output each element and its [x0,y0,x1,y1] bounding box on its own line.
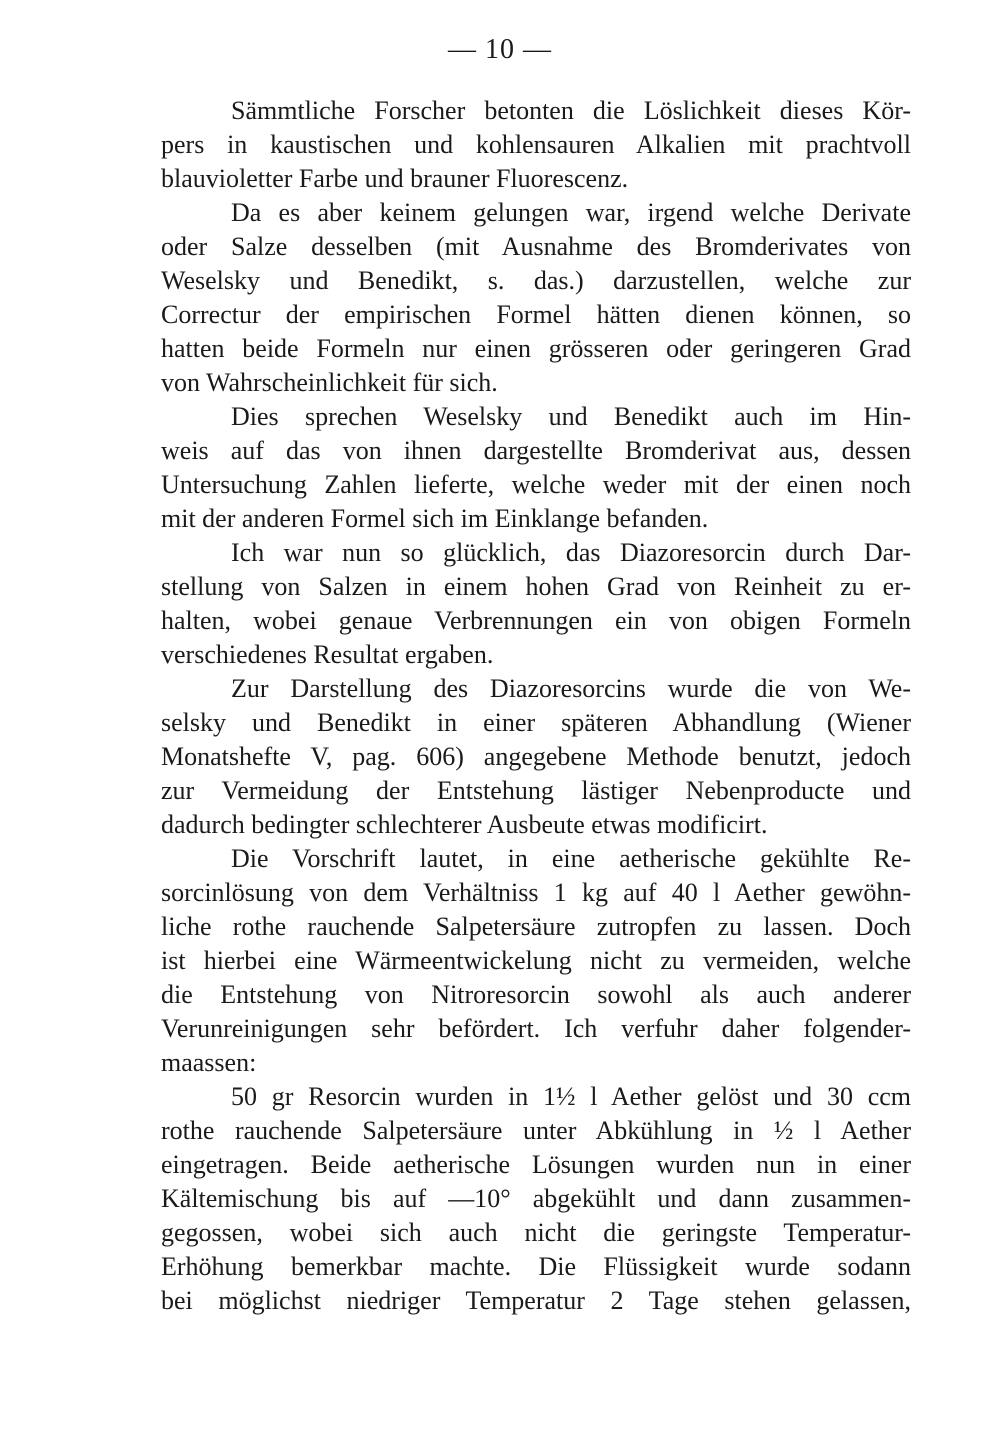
text-line: Verunreinigungen sehr befördert. Ich verfuhr daher folgender- [161,1014,911,1043]
text-line: pers in kaustischen und kohlensauren Alkalien mit prachtvoll [161,130,911,159]
text-line: mit der anderen Formel sich im Einklange befanden. [161,504,709,533]
text-line: ist hierbei eine Wärmeentwickelung nicht zu vermeiden, welche [161,946,911,975]
text-line: Weselsky und Benedikt, s. das.) darzustellen, welche zur [161,266,911,295]
text-line: von Wahrscheinlichkeit für sich. [161,368,498,397]
paragraph-7 [161,1080,911,1318]
text-line: Zur Darstellung des Diazoresorcins wurde die von We- [231,674,911,703]
text-line: liche rothe rauchende Salpetersäure zutropfen zu lassen. Doch [161,912,911,941]
paragraph-5 [161,672,911,842]
text-line: verschiedenes Resultat ergaben. [161,640,494,669]
text-line: dadurch bedingter schlechterer Ausbeute etwas modificirt. [161,810,768,839]
text-line: die Entstehung von Nitroresorcin sowohl als auch anderer [161,980,911,1009]
text-line: Kältemischung bis auf —10° abgekühlt und dann zusammen- [161,1184,911,1213]
text-line: Die Vorschrift lautet, in eine aetherische gekühlte Re- [231,844,911,873]
text-line: Monatshefte V, pag. 606) angegebene Methode benutzt, jedoch [161,742,911,771]
text-line: Ich war nun so glücklich, das Diazoresorcin durch Dar- [231,538,911,567]
text-line: Erhöhung bemerkbar machte. Die Flüssigkeit wurde sodann [161,1252,911,1281]
text-line: sorcinlösung von dem Verhältniss 1 kg auf 40 l Aether gewöhn- [161,878,911,907]
text-line: oder Salze desselben (mit Ausnahme des Bromderivates von [161,232,911,261]
paragraph-1 [161,94,911,196]
text-line: gegossen, wobei sich auch nicht die geringste Temperatur- [161,1218,911,1247]
text-line: rothe rauchende Salpetersäure unter Abkühlung in ½ l Aether [161,1116,911,1145]
text-line: blauvioletter Farbe und brauner Fluorescenz. [161,164,629,193]
text-line: Untersuchung Zahlen lieferte, welche weder mit der einen noch [161,470,911,499]
paragraph-3 [161,400,911,536]
paragraph-6 [161,842,911,1080]
text-line: Correctur der empirischen Formel hätten dienen können, so [161,300,911,329]
text-line: maassen: [161,1048,257,1077]
text-line: bei möglichst niedriger Temperatur 2 Tage stehen gelassen, [161,1286,911,1315]
body-text [161,94,911,1318]
text-line: halten, wobei genaue Verbrennungen ein von obigen Formeln [161,606,911,635]
text-line: Da es aber keinem gelungen war, irgend welche Derivate [231,198,911,227]
text-line: weis auf das von ihnen dargestellte Bromderivat aus, dessen [161,436,911,465]
text-line: Sämmtliche Forscher betonten die Löslichkeit dieses Kör- [231,96,911,125]
page-number: — 10 — [448,34,552,65]
paragraph-2 [161,196,911,400]
paragraph-4 [161,536,911,672]
text-line: stellung von Salzen in einem hohen Grad von Reinheit zu er- [161,572,911,601]
text-line: zur Vermeidung der Entstehung lästiger Nebenproducte und [161,776,911,805]
text-line: 50 gr Resorcin wurden in 1½ l Aether gelöst und 30 ccm [231,1082,911,1111]
text-line: hatten beide Formeln nur einen grösseren oder geringeren Grad [161,334,911,363]
text-line: Dies sprechen Weselsky und Benedikt auch im Hin- [231,402,911,431]
text-line: selsky und Benedikt in einer späteren Abhandlung (Wiener [161,708,911,737]
text-line: eingetragen. Beide aetherische Lösungen wurden nun in einer [161,1150,911,1179]
